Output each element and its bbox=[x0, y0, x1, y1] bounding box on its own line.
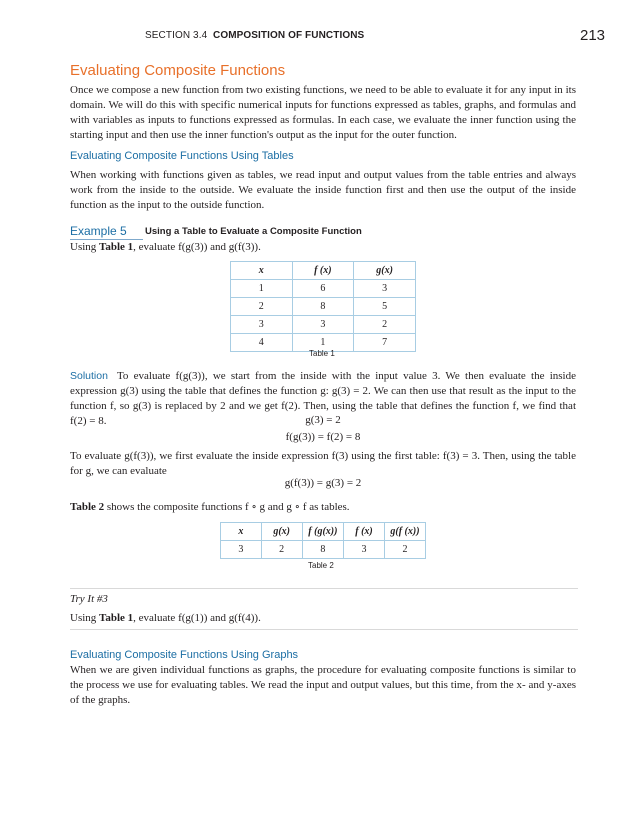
table-cell: 2 bbox=[354, 316, 416, 334]
table-header-cell: x bbox=[221, 523, 262, 541]
table-2-intro bbox=[70, 500, 576, 515]
table-2-ref: Table 2 bbox=[70, 501, 105, 513]
table-cell: 3 bbox=[221, 541, 262, 559]
table-header-cell: g(x) bbox=[261, 523, 302, 541]
table-row bbox=[231, 280, 416, 298]
section-label: SECTION 3.4 bbox=[145, 30, 208, 41]
solution-paragraph-2: To evaluate g(f(3)), we first evaluate the inside expression f(3) using the first table: f(3) = 3. Then, using the table for g, we can evaluate bbox=[70, 450, 576, 477]
table-row bbox=[231, 298, 416, 316]
equation: f(g(3)) = f(2) = 8 bbox=[285, 431, 361, 443]
graphs-paragraph: When we are given individual functions as graphs, the procedure for evaluating composite functions is similar to the process we use for evaluating tables. We read the input and output values, but this time, from the x- and y-axes of the graphs. bbox=[70, 664, 576, 706]
table-header-row bbox=[231, 262, 416, 280]
table-1 bbox=[230, 261, 416, 352]
table-cell: 3 bbox=[344, 541, 385, 559]
try-it-ref: Table 1 bbox=[99, 612, 134, 624]
table-header-cell: f (g(x)) bbox=[302, 523, 343, 541]
table-cell: 3 bbox=[292, 316, 354, 334]
table-header-cell: x bbox=[231, 262, 293, 280]
equation: g(f(3)) = g(3) = 2 bbox=[284, 477, 362, 489]
table-header-cell: f (x) bbox=[344, 523, 385, 541]
section-heading: Evaluating Composite Functions bbox=[70, 62, 286, 79]
table-cell: 8 bbox=[302, 541, 343, 559]
table-cell: 2 bbox=[384, 541, 425, 559]
table-cell: 7 bbox=[354, 334, 416, 352]
example-underline bbox=[70, 239, 143, 240]
running-head bbox=[145, 30, 364, 41]
table-cell: 5 bbox=[354, 298, 416, 316]
intro-paragraph: Once we compose a new function from two existing functions, we need to be able to evaluate it for any input in its domain. We will do this with specific numerical inputs for functions expressed as tables, graphs, and formulas and with variables as inputs to functions expressed as formulas. In each case, we evaluate the inner function using the starting input and then use the inner function's output as the input for the outer function. bbox=[70, 84, 576, 141]
graphs-subheading: Evaluating Composite Functions Using Graphs bbox=[70, 649, 299, 661]
prompt-suffix: , evaluate f(g(3)) and g(f(3)). bbox=[133, 241, 261, 253]
section-title: COMPOSITION OF FUNCTIONS bbox=[213, 30, 365, 41]
try-it-label: Try It #3 bbox=[70, 593, 108, 605]
tables-subheading: Evaluating Composite Functions Using Tables bbox=[70, 150, 294, 162]
prompt-prefix: Using bbox=[70, 241, 97, 253]
table-cell: 2 bbox=[231, 298, 293, 316]
try-it-suffix: , evaluate f(g(1)) and g(f(4)). bbox=[133, 612, 261, 624]
example-label: Example 5 bbox=[70, 224, 127, 238]
table-row bbox=[231, 316, 416, 334]
example-title: Using a Table to Evaluate a Composite Function bbox=[145, 226, 362, 237]
table-cell: 1 bbox=[292, 334, 354, 352]
table-2-intro-text: shows the composite functions f ∘ g and g ∘ f as tables. bbox=[104, 501, 350, 513]
table-cell: 8 bbox=[292, 298, 354, 316]
example-header bbox=[70, 224, 576, 240]
equation: g(3) = 2 bbox=[305, 414, 341, 426]
table-cell: 4 bbox=[231, 334, 293, 352]
table-cell: 6 bbox=[292, 280, 354, 298]
table-row bbox=[221, 541, 426, 559]
table-header-cell: g(x) bbox=[354, 262, 416, 280]
table-cell: 3 bbox=[231, 316, 293, 334]
table-header-cell: g(f (x)) bbox=[384, 523, 425, 541]
table-2-caption: Table 2 bbox=[308, 561, 334, 570]
solution-label: Solution bbox=[70, 370, 108, 382]
try-it-text bbox=[70, 612, 261, 624]
try-it-prefix: Using bbox=[70, 612, 97, 624]
table-cell: 1 bbox=[231, 280, 293, 298]
table-2 bbox=[220, 522, 426, 559]
example-prompt bbox=[70, 241, 261, 253]
solution-text: To evaluate f(g(3)), we start from the inside with the input value 3. We then evaluate the inside expression g(3) using the table that defines the function g: g(3) = 2. We can then use that result as the input to the function f, so g(3) is replaced by 2 and we get f(2). Then, using the table that defines the function f, we find that f(2) = 8. bbox=[70, 370, 576, 427]
try-it-box bbox=[70, 588, 578, 630]
table-cell: 3 bbox=[354, 280, 416, 298]
table-1-caption: Table 1 bbox=[309, 349, 335, 358]
table-header-cell: f (x) bbox=[292, 262, 354, 280]
page-number: 213 bbox=[580, 27, 606, 44]
table-header-row bbox=[221, 523, 426, 541]
table-cell: 2 bbox=[261, 541, 302, 559]
prompt-ref: Table 1 bbox=[99, 241, 134, 253]
tables-paragraph: When working with functions given as tables, we read input and output values from the table entries and always work from the inside to the outside. We evaluate the inside function first and then use the output of the inside function as the input to the outside function. bbox=[70, 169, 576, 211]
